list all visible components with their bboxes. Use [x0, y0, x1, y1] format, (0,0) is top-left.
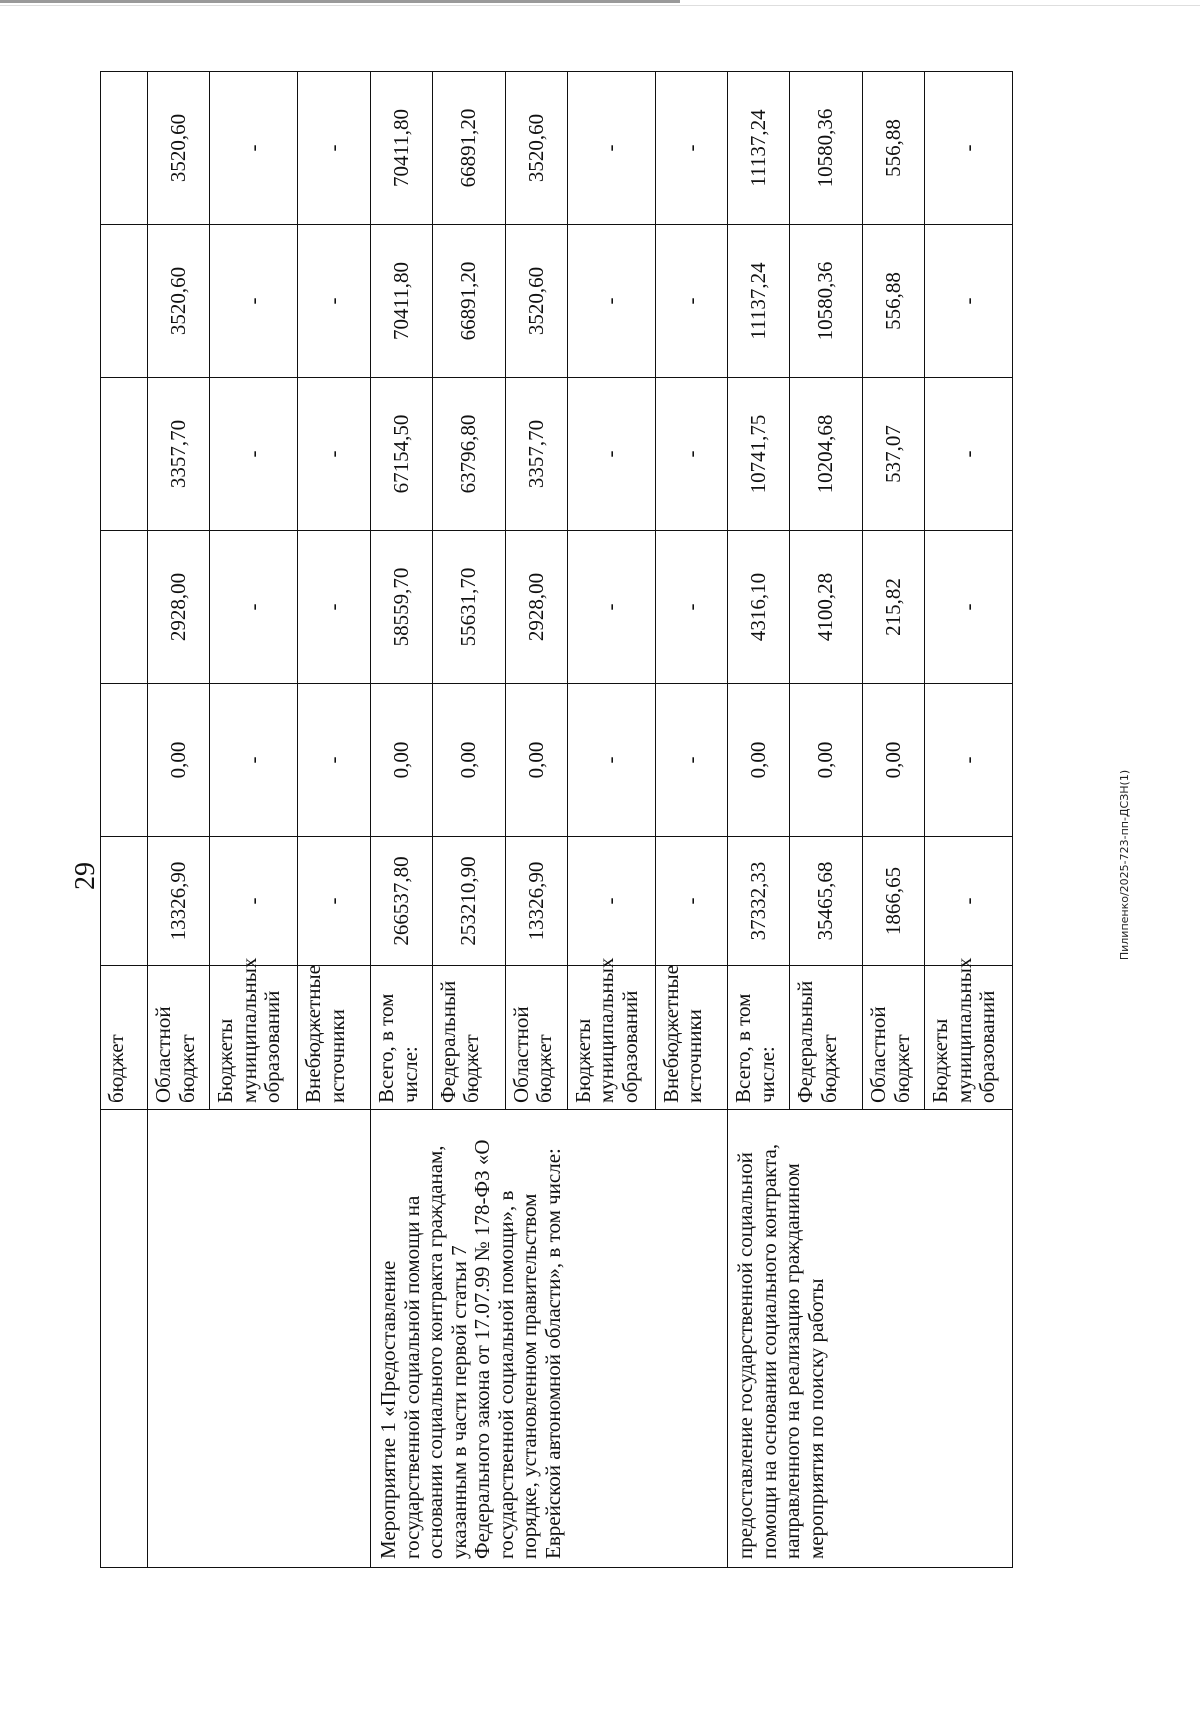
- value-cell: 10580,36: [790, 225, 863, 378]
- value-cell: 70411,80: [371, 225, 433, 378]
- value-cell: -: [298, 684, 371, 837]
- source-cell: Федеральный бюджет: [790, 966, 863, 1110]
- scan-top-line-faint: [0, 5, 1200, 6]
- value-cell: 215,82: [863, 531, 925, 684]
- value-cell: 0,00: [432, 684, 505, 837]
- value-cell: -: [210, 531, 298, 684]
- value-cell: -: [567, 378, 655, 531]
- value-cell: 3520,60: [148, 72, 210, 225]
- source-cell: Всего, в том числе:: [728, 966, 790, 1110]
- value-cell: 537,07: [863, 378, 925, 531]
- value-cell: 2928,00: [505, 531, 567, 684]
- budget-table-body: [101, 72, 1013, 1568]
- value-cell: 556,88: [863, 225, 925, 378]
- value-cell: 3357,70: [505, 378, 567, 531]
- table-row: [728, 72, 790, 1568]
- value-cell: 0,00: [863, 684, 925, 837]
- value-cell: -: [298, 225, 371, 378]
- rotated-table-container: [100, 72, 1013, 1568]
- source-cell: Областной бюджет: [505, 966, 567, 1110]
- source-cell: Федеральный бюджет: [432, 966, 505, 1110]
- value-cell: 0,00: [148, 684, 210, 837]
- scan-top-line: [0, 0, 680, 3]
- value-cell: 70411,80: [371, 72, 433, 225]
- description-cell: предоставление государственной социальной помощи на основании социального контракта, направленного на реализацию гражданином мероприятия по поиску работы: [728, 1110, 1013, 1568]
- value-cell: -: [655, 72, 728, 225]
- source-cell: Внебюджетные источники: [298, 966, 371, 1110]
- value-cell: 10204,68: [790, 378, 863, 531]
- value-cell: -: [567, 72, 655, 225]
- value-cell: 3520,60: [505, 225, 567, 378]
- value-cell: [101, 225, 148, 378]
- value-cell: 10741,75: [728, 378, 790, 531]
- source-cell: Всего, в том числе:: [371, 966, 433, 1110]
- source-cell: Бюджеты муниципальных образований: [925, 966, 1013, 1110]
- value-cell: 67154,50: [371, 378, 433, 531]
- value-cell: 58559,70: [371, 531, 433, 684]
- value-cell: 0,00: [728, 684, 790, 837]
- description-cell: [148, 1110, 371, 1568]
- value-cell: 4316,10: [728, 531, 790, 684]
- value-cell: [101, 378, 148, 531]
- value-cell: -: [210, 837, 298, 966]
- value-cell: -: [925, 378, 1013, 531]
- source-cell: Внебюджетные источники: [655, 966, 728, 1110]
- source-cell: Бюджеты муниципальных образований: [567, 966, 655, 1110]
- source-cell: бюджет: [101, 966, 148, 1110]
- value-cell: -: [298, 378, 371, 531]
- value-cell: -: [210, 378, 298, 531]
- value-cell: 37332,33: [728, 837, 790, 966]
- value-cell: -: [567, 837, 655, 966]
- value-cell: 66891,20: [432, 225, 505, 378]
- page-number: 29: [70, 862, 101, 890]
- value-cell: 13326,90: [505, 837, 567, 966]
- value-cell: -: [655, 837, 728, 966]
- table-row: [371, 72, 433, 1568]
- value-cell: -: [567, 531, 655, 684]
- value-cell: -: [567, 684, 655, 837]
- value-cell: -: [655, 531, 728, 684]
- value-cell: 11137,24: [728, 72, 790, 225]
- source-cell: Областной бюджет: [148, 966, 210, 1110]
- value-cell: -: [210, 684, 298, 837]
- value-cell: -: [210, 72, 298, 225]
- value-cell: 4100,28: [790, 531, 863, 684]
- value-cell: 11137,24: [728, 225, 790, 378]
- value-cell: 1866,65: [863, 837, 925, 966]
- value-cell: 266537,80: [371, 837, 433, 966]
- value-cell: -: [925, 72, 1013, 225]
- value-cell: -: [925, 684, 1013, 837]
- value-cell: -: [210, 225, 298, 378]
- value-cell: 0,00: [371, 684, 433, 837]
- value-cell: 10580,36: [790, 72, 863, 225]
- value-cell: -: [298, 531, 371, 684]
- value-cell: 2928,00: [148, 531, 210, 684]
- value-cell: -: [925, 225, 1013, 378]
- value-cell: -: [655, 225, 728, 378]
- value-cell: 3520,60: [148, 225, 210, 378]
- document-footer: Пилипенко/2025-723-пп-ДСЗН(1): [1118, 769, 1131, 961]
- description-cell: [101, 1110, 148, 1568]
- value-cell: 0,00: [505, 684, 567, 837]
- source-cell: Бюджеты муниципальных образований: [210, 966, 298, 1110]
- value-cell: [101, 531, 148, 684]
- value-cell: 13326,90: [148, 837, 210, 966]
- value-cell: 253210,90: [432, 837, 505, 966]
- source-cell: Областной бюджет: [863, 966, 925, 1110]
- value-cell: -: [298, 72, 371, 225]
- value-cell: [101, 837, 148, 966]
- description-cell: Мероприятие 1 «Предоставление государственной социальной помощи на основании социального контракта гражданам, указанным в части первой статьи 7 Федерального закона от 17.07.99 № 178-ФЗ «О государственной социальной помощи», в порядке, установленном правительством Еврейской автономной области», в том числе:: [371, 1110, 728, 1568]
- value-cell: -: [655, 684, 728, 837]
- table-row: [101, 72, 148, 1568]
- value-cell: 3357,70: [148, 378, 210, 531]
- value-cell: [101, 684, 148, 837]
- value-cell: -: [925, 531, 1013, 684]
- value-cell: [101, 72, 148, 225]
- value-cell: -: [567, 225, 655, 378]
- value-cell: 66891,20: [432, 72, 505, 225]
- value-cell: 0,00: [790, 684, 863, 837]
- budget-table: [100, 71, 1013, 1568]
- value-cell: 55631,70: [432, 531, 505, 684]
- value-cell: 35465,68: [790, 837, 863, 966]
- value-cell: -: [298, 837, 371, 966]
- value-cell: 63796,80: [432, 378, 505, 531]
- value-cell: -: [655, 378, 728, 531]
- value-cell: -: [925, 837, 1013, 966]
- value-cell: 556,88: [863, 72, 925, 225]
- table-row: [148, 72, 210, 1568]
- value-cell: 3520,60: [505, 72, 567, 225]
